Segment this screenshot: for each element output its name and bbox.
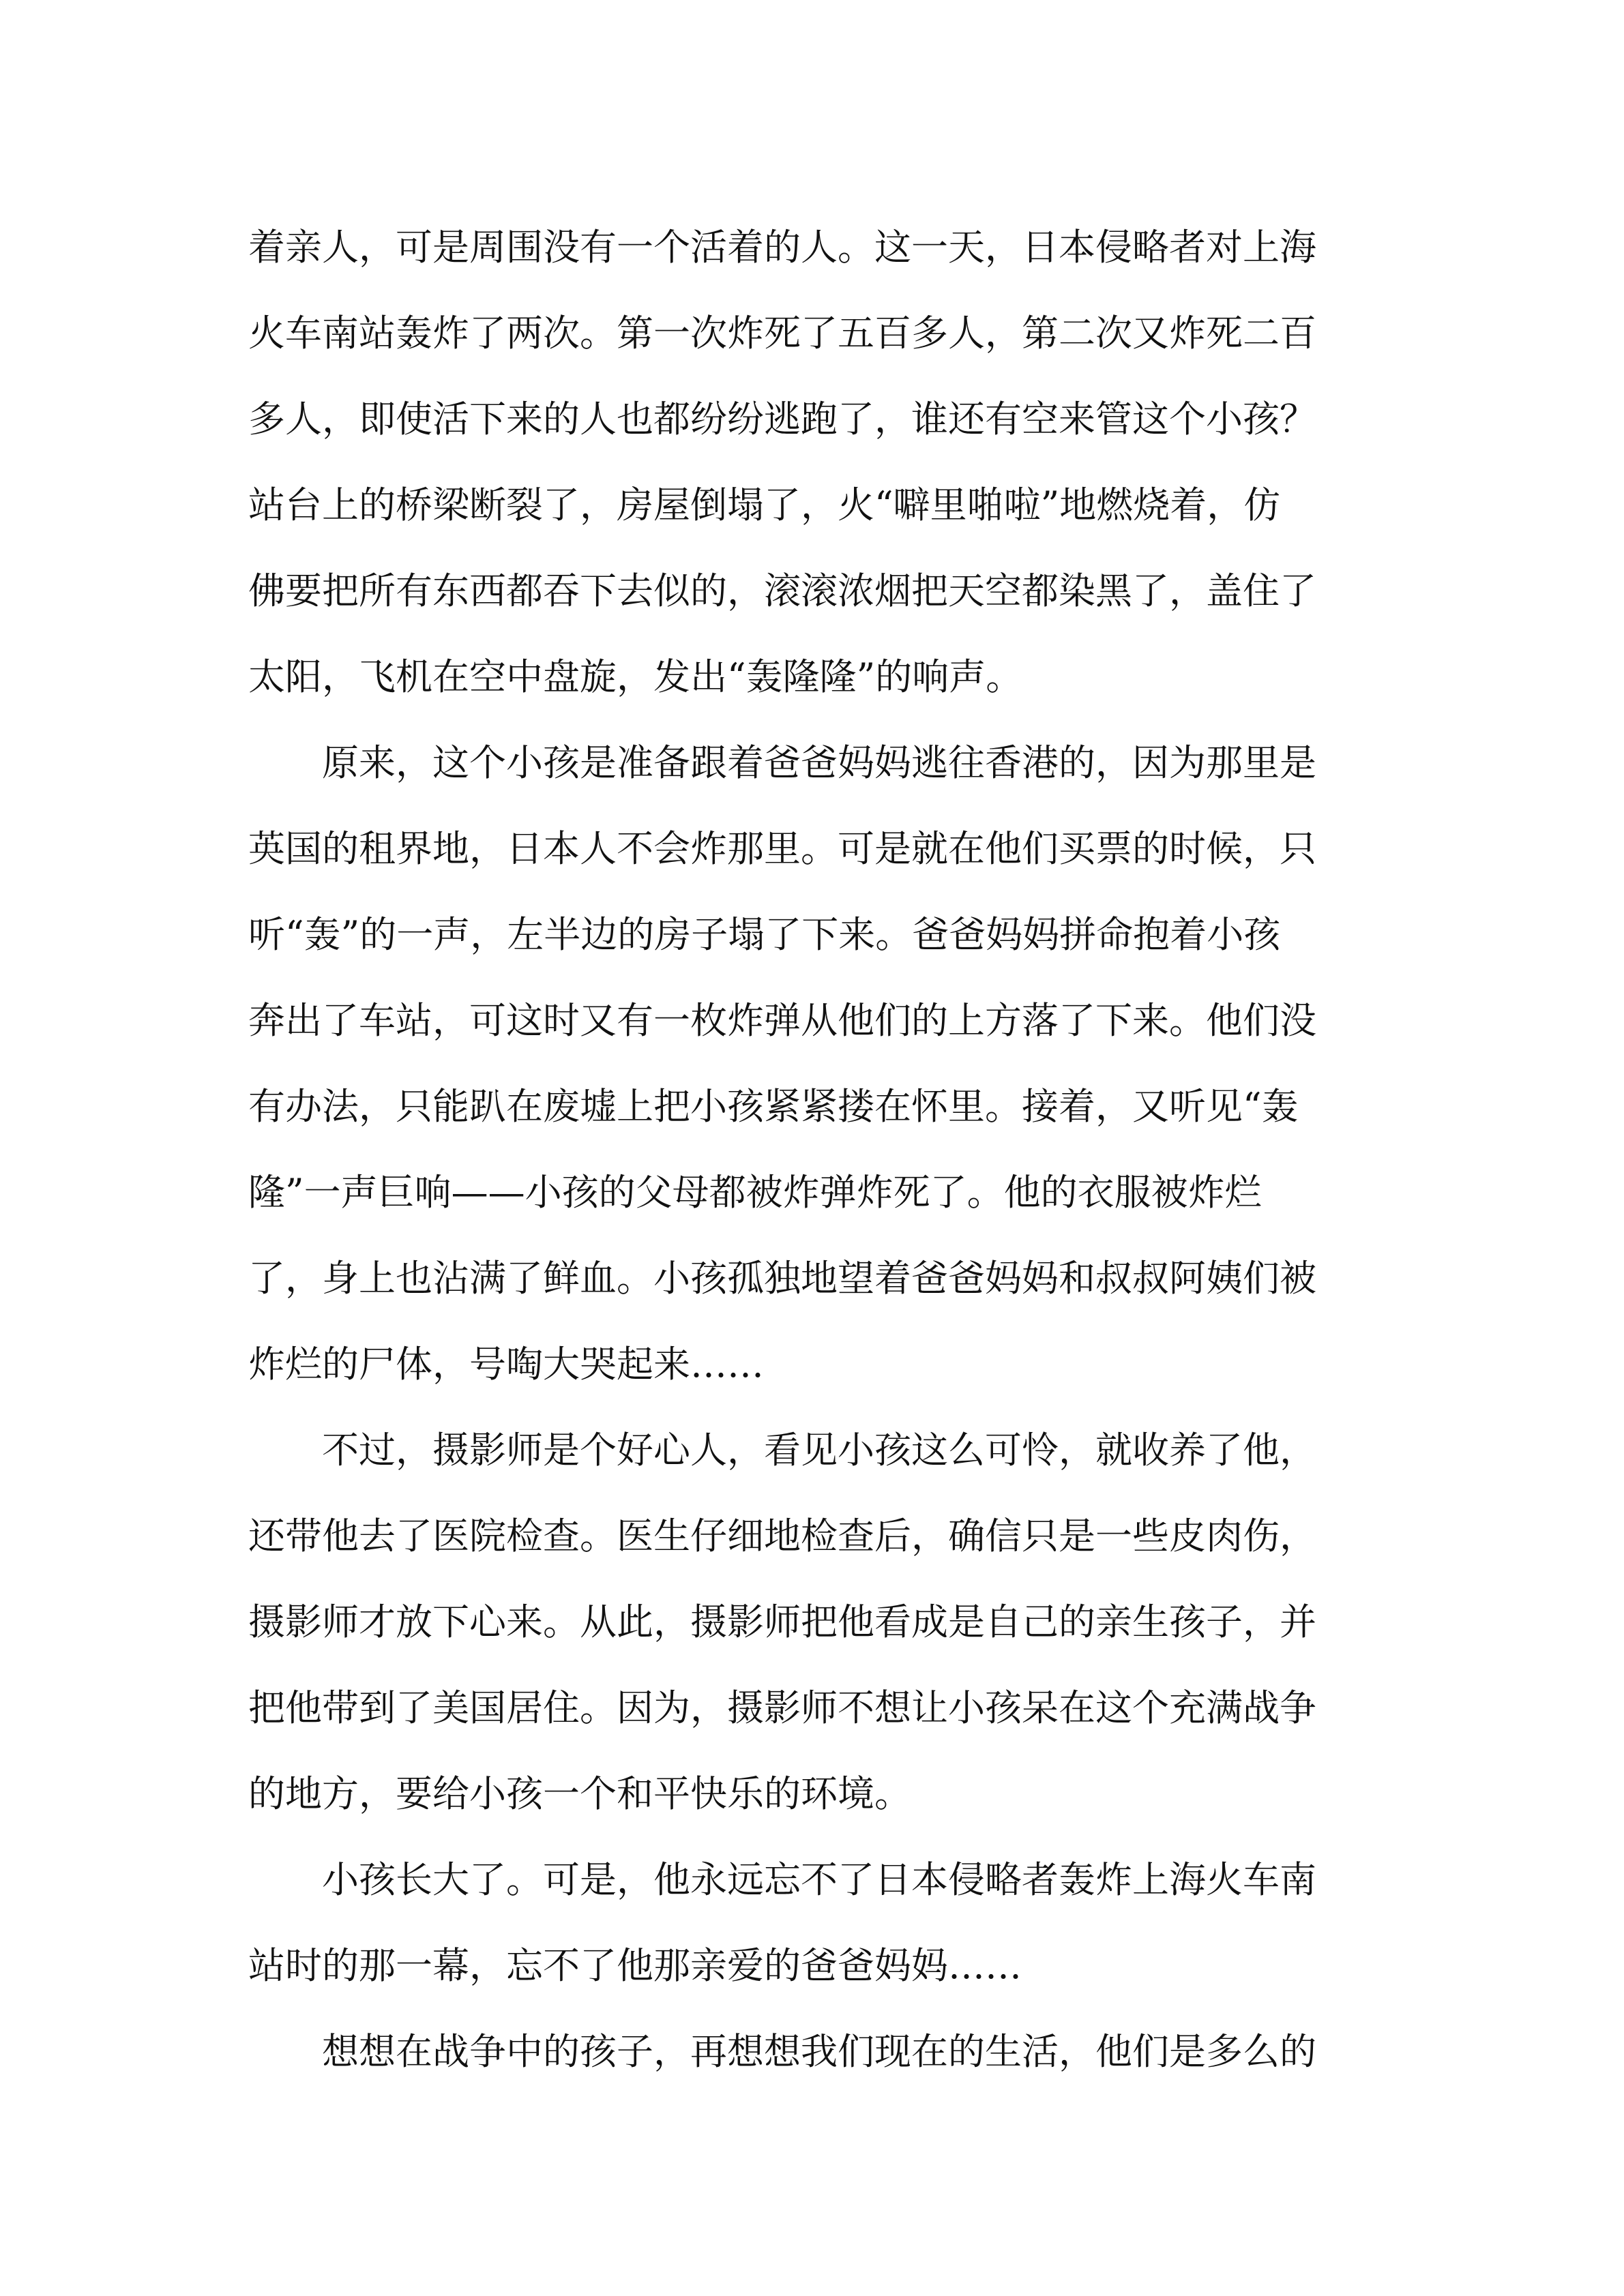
text-line: 英国的租界地，日本人不会炸那里。可是就在他们买票的时候，只 — [248, 827, 1316, 870]
text-line: 了，身上也沾满了鲜血。小孩孤独地望着爸爸妈妈和叔叔阿姨们被 — [248, 1257, 1316, 1300]
text-line: 小孩长大了。可是，他永远忘不了日本侵略者轰炸上海火车南 — [322, 1858, 1316, 1901]
text-line: 把他带到了美国居住。因为，摄影师不想让小孩呆在这个充满战争 — [248, 1686, 1316, 1729]
text-line: 着亲人，可是周围没有一个活着的人。这一天，日本侵略者对上海 — [248, 226, 1316, 269]
body-text — [248, 205, 1367, 2095]
text-line: 不过，摄影师是个好心人，看见小孩这么可怜，就收养了他， — [322, 1429, 1316, 1472]
text-line: 奔出了车站，可这时又有一枚炸弹从他们的上方落了下来。他们没 — [248, 999, 1316, 1042]
text-line: 炸烂的尸体，号啕大哭起来…… — [248, 1343, 764, 1386]
text-line: 站时的那一幕，忘不了他那亲爱的爸爸妈妈…… — [248, 1944, 1022, 1987]
text-line: 的地方，要给小孩一个和平快乐的环境。 — [248, 1772, 911, 1815]
text-line: 摄影师才放下心来。从此，摄影师把他看成是自己的亲生孩子，并 — [248, 1600, 1316, 1643]
text-line: 听“轰”的一声，左半边的房子塌了下来。爸爸妈妈拼命抱着小孩 — [248, 913, 1281, 956]
text-line: 想想在战争中的孩子，再想想我们现在的生活，他们是多么的 — [322, 2030, 1316, 2073]
text-line: 站台上的桥梁断裂了，房屋倒塌了，火“噼里啪啦”地燃烧着，仿 — [248, 483, 1281, 526]
text-line: 有办法，只能趴在废墟上把小孩紧紧搂在怀里。接着，又听见“轰 — [248, 1085, 1299, 1128]
text-line: 还带他去了医院检查。医生仔细地检查后，确信只是一些皮肉伤， — [248, 1515, 1316, 1557]
text-line: 太阳，飞机在空中盘旋，发出“轰隆隆”的响声。 — [248, 655, 1023, 698]
text-line: 佛要把所有东西都吞下去似的，滚滚浓烟把天空都染黑了，盖住了 — [248, 569, 1316, 612]
text-line: 原来，这个小孩是准备跟着爸爸妈妈逃往香港的，因为那里是 — [322, 741, 1316, 784]
text-line: 隆”一声巨响——小孩的父母都被炸弹炸死了。他的衣服被炸烂 — [248, 1171, 1262, 1214]
text-line: 火车南站轰炸了两次。第一次炸死了五百多人，第二次又炸死二百 — [248, 312, 1316, 355]
text-line: 多人，即使活下来的人也都纷纷逃跑了，谁还有空来管这个小孩？ — [248, 398, 1316, 441]
